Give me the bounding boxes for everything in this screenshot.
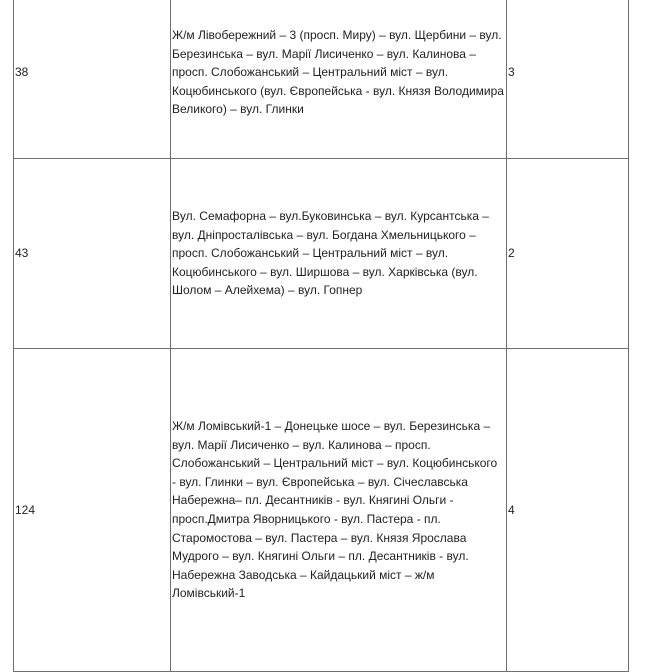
vehicle-count: 2 xyxy=(508,246,515,261)
table-row xyxy=(14,0,629,159)
route-number-cell xyxy=(14,159,171,349)
route-number: 124 xyxy=(15,502,36,517)
vehicle-count: 3 xyxy=(508,65,515,80)
route-number: 38 xyxy=(15,65,29,80)
vehicle-count: 4 xyxy=(508,502,515,517)
vehicle-count-cell xyxy=(507,349,629,672)
route-description: Ж/м Лівобережний – 3 (просп. Миру) – вул. Щербини – вул. Березинська – вул. Марії Лисиченко – вул. Калинова – просп. Слобожанський – Центральний міст – вул. Коцюбинського (вул. Європейська - вул. Князя Володимира Великого) – вул. Глинки xyxy=(172,28,504,117)
route-description: Ж/м Ломівський-1 – Донецьке шосе – вул. Березинська – вул. Марії Лисиченко – вул. Калинова – просп. Слобожанський – Центральний міст – вул. Коцюбинського - вул. Глинки – вул. Європейська – вул. Січеславська Набережна– пл. Десантників - вул. Княгині Ольги - просп.Дмитра Яворницького - вул. Пастера - пл. Старомостова – вул. Пастера – вул. Князя Ярослава Мудрого – вул. Княгині Ольги – пл. Десантників - вул. Набережна Заводська – Кайдацький міст – ж/м Ломівський-1 xyxy=(172,419,498,601)
table-row xyxy=(14,349,629,672)
route-number-cell xyxy=(14,349,171,672)
table-row xyxy=(14,159,629,349)
route-number-cell xyxy=(14,0,171,159)
vehicle-count-cell xyxy=(507,159,629,349)
route-description-cell xyxy=(171,349,507,672)
route-description-cell xyxy=(171,159,507,349)
routes-table xyxy=(13,0,629,672)
route-description: Вул. Семафорна – вул.Буковинська – вул. Курсантська – вул. Дніпросталівська – вул. Богдана Хмельницького – просп. Слобожанський – Центральний міст – вул. Коцюбинського – вул. Ширшова – вул. Харківська (вул. Шолом – Алейхема) – вул. Гопнер xyxy=(172,209,489,298)
route-description-cell xyxy=(171,0,507,159)
route-number: 43 xyxy=(15,246,29,261)
vehicle-count-cell xyxy=(507,0,629,159)
